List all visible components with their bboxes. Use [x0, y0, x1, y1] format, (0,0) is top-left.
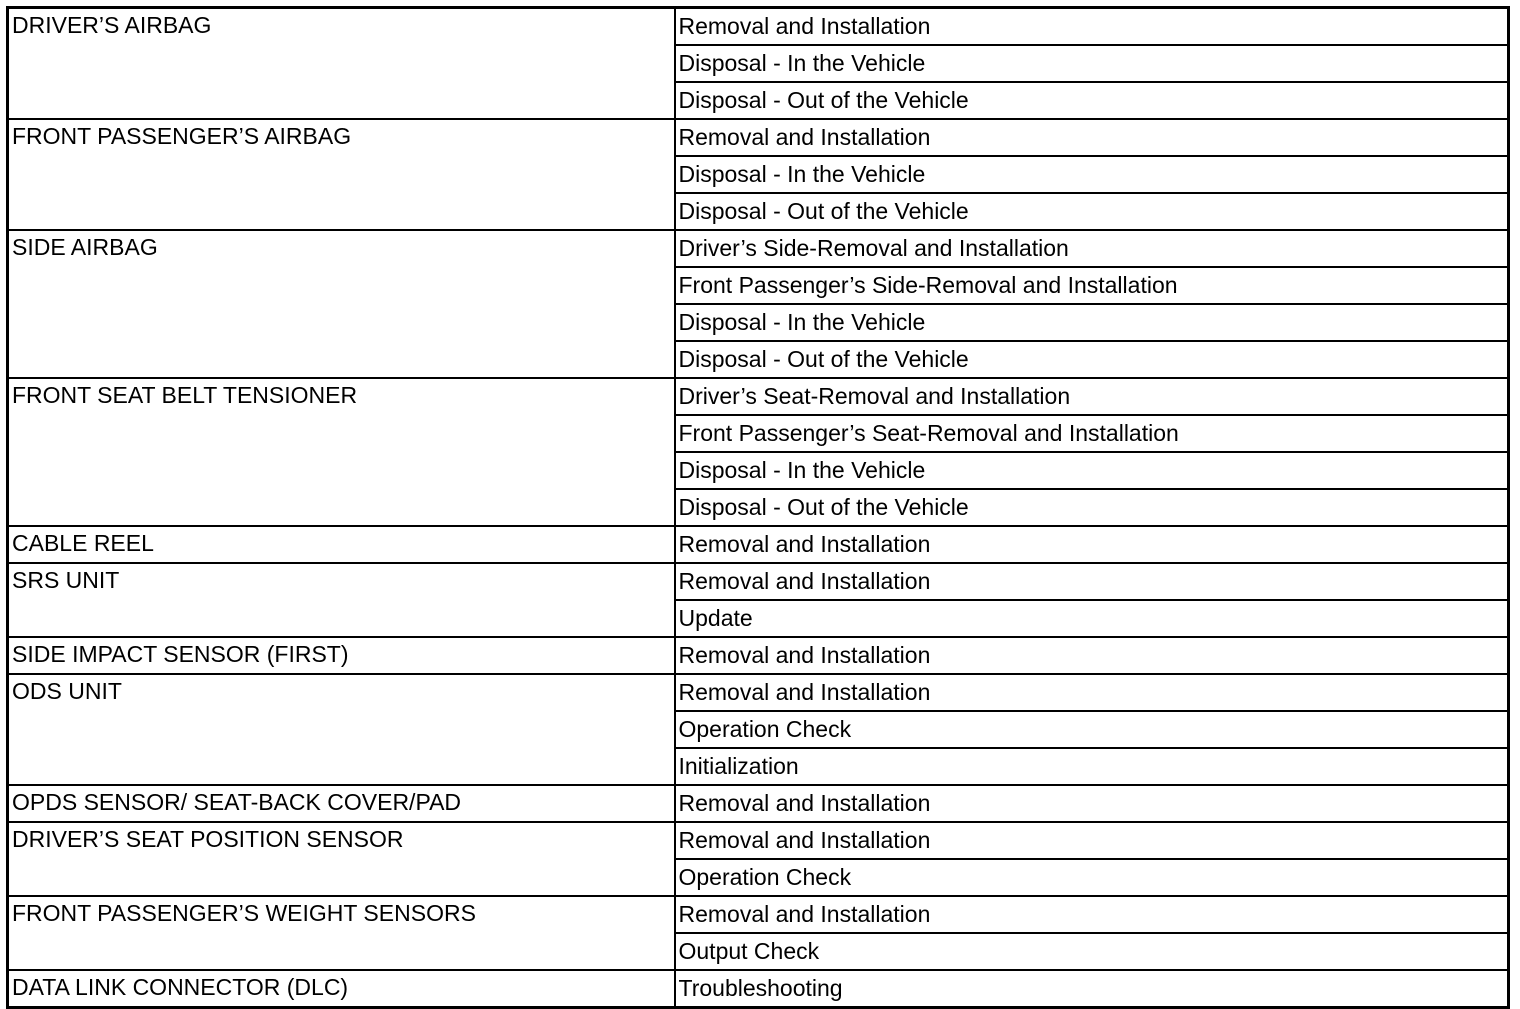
procedure-cell[interactable]: Disposal - In the Vehicle: [675, 452, 1509, 489]
table-row: [8, 822, 1509, 859]
table-row: [8, 896, 1509, 933]
procedure-cell[interactable]: Disposal - Out of the Vehicle: [675, 341, 1509, 378]
procedure-cell[interactable]: Update: [675, 600, 1509, 637]
table-row: [8, 230, 1509, 267]
procedure-cell[interactable]: Operation Check: [675, 859, 1509, 896]
table-row: [8, 378, 1509, 415]
component-cell: FRONT PASSENGER’S AIRBAG: [8, 119, 675, 230]
table-row: [8, 526, 1509, 563]
component-cell: FRONT PASSENGER’S WEIGHT SENSORS: [8, 896, 675, 970]
procedure-cell[interactable]: Removal and Installation: [675, 674, 1509, 711]
procedure-cell[interactable]: Driver’s Seat-Removal and Installation: [675, 378, 1509, 415]
component-cell: ODS UNIT: [8, 674, 675, 785]
procedure-cell[interactable]: Removal and Installation: [675, 119, 1509, 156]
procedure-cell[interactable]: Disposal - Out of the Vehicle: [675, 82, 1509, 119]
component-cell: SIDE AIRBAG: [8, 230, 675, 378]
procedure-cell[interactable]: Front Passenger’s Seat-Removal and Installation: [675, 415, 1509, 452]
component-cell: DRIVER’S AIRBAG: [8, 8, 675, 120]
procedure-cell[interactable]: Disposal - Out of the Vehicle: [675, 489, 1509, 526]
table-row: [8, 119, 1509, 156]
procedure-cell[interactable]: Removal and Installation: [675, 785, 1509, 822]
procedure-cell[interactable]: Disposal - In the Vehicle: [675, 45, 1509, 82]
procedure-cell[interactable]: Removal and Installation: [675, 8, 1509, 46]
table-row: [8, 8, 1509, 46]
procedure-cell[interactable]: Disposal - In the Vehicle: [675, 304, 1509, 341]
procedure-cell[interactable]: Disposal - Out of the Vehicle: [675, 193, 1509, 230]
procedure-cell[interactable]: Removal and Installation: [675, 526, 1509, 563]
component-cell: DATA LINK CONNECTOR (DLC): [8, 970, 675, 1008]
table-row: [8, 637, 1509, 674]
table-body: [8, 8, 1509, 1008]
procedure-cell[interactable]: Front Passenger’s Side-Removal and Installation: [675, 267, 1509, 304]
component-cell: CABLE REEL: [8, 526, 675, 563]
table-row: [8, 674, 1509, 711]
component-cell: OPDS SENSOR/ SEAT-BACK COVER/PAD: [8, 785, 675, 822]
procedure-cell[interactable]: Initialization: [675, 748, 1509, 785]
procedure-cell[interactable]: Output Check: [675, 933, 1509, 970]
procedure-cell[interactable]: Operation Check: [675, 711, 1509, 748]
component-cell: DRIVER’S SEAT POSITION SENSOR: [8, 822, 675, 896]
component-cell: SIDE IMPACT SENSOR (FIRST): [8, 637, 675, 674]
table-row: [8, 563, 1509, 600]
srs-procedure-table: [6, 6, 1510, 1009]
component-cell: SRS UNIT: [8, 563, 675, 637]
procedure-cell[interactable]: Removal and Installation: [675, 822, 1509, 859]
procedure-cell[interactable]: Troubleshooting: [675, 970, 1509, 1008]
table-row: [8, 785, 1509, 822]
procedure-cell[interactable]: Removal and Installation: [675, 637, 1509, 674]
procedure-cell[interactable]: Driver’s Side-Removal and Installation: [675, 230, 1509, 267]
procedure-cell[interactable]: Removal and Installation: [675, 563, 1509, 600]
table-row: [8, 970, 1509, 1008]
procedure-cell[interactable]: Removal and Installation: [675, 896, 1509, 933]
procedure-cell[interactable]: Disposal - In the Vehicle: [675, 156, 1509, 193]
component-cell: FRONT SEAT BELT TENSIONER: [8, 378, 675, 526]
